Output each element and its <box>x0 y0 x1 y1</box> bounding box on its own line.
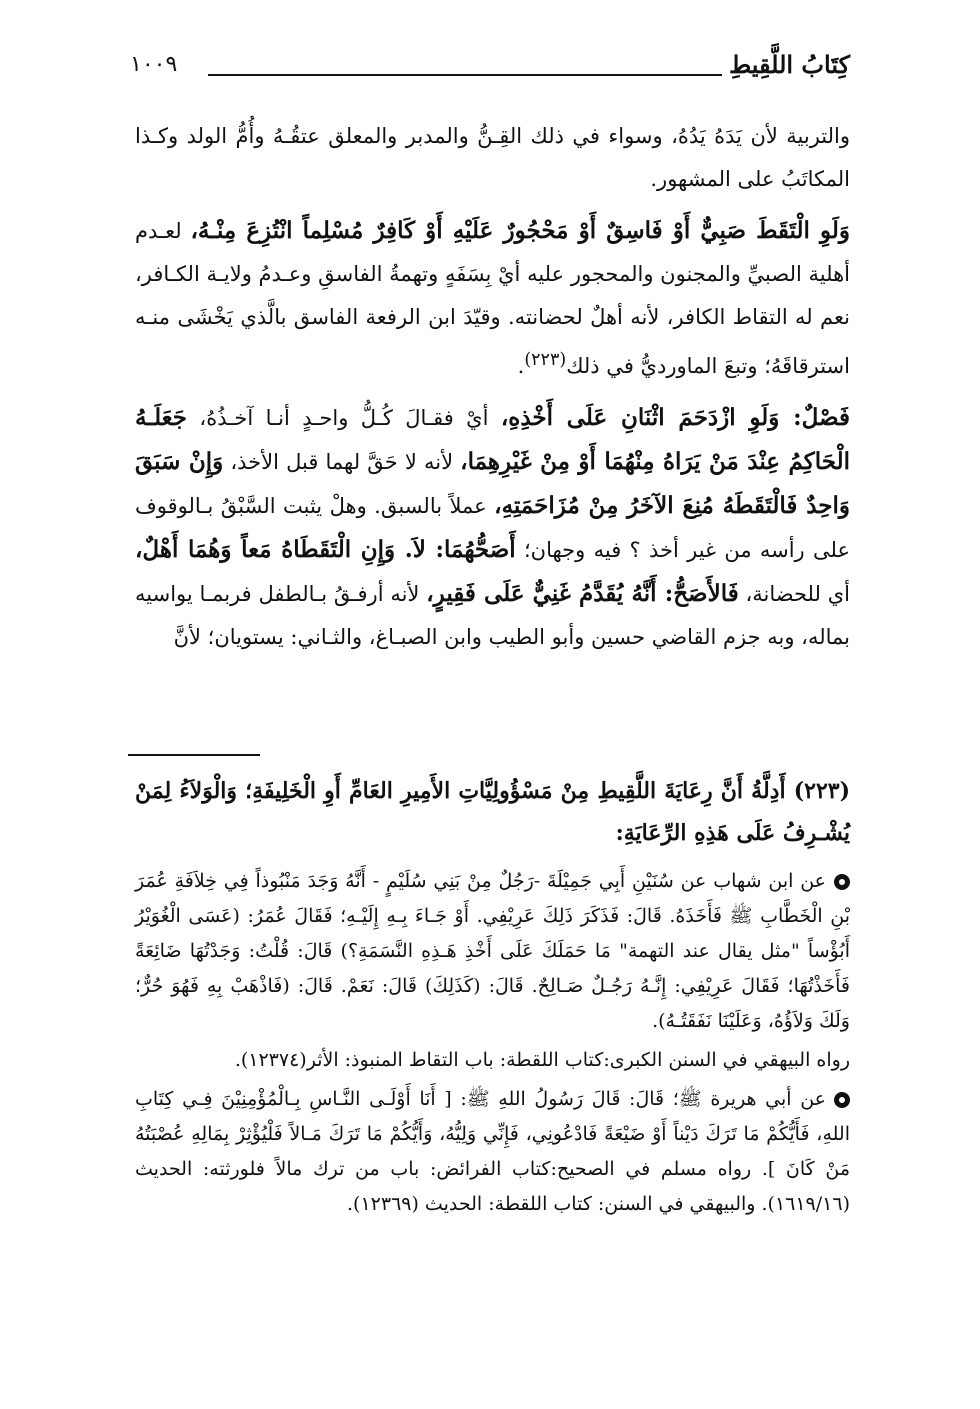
running-header <box>130 50 850 90</box>
matn-text: جَعَلَـهُ الْحَاكِمُ عِنْدَ مَنْ يَرَاهُ مِنْهُمَا أَوْ مِنْ غَيْرِهِمَا، <box>135 404 850 475</box>
paragraph-1: والتربية لأن يَدَهُ يَدُهُ، وسواء في ذلك القِـنُّ والمدبر والمعلق عتقُـهُ وأُمُّ الولد وكـذا المكاتَبُ على المشهور. <box>135 124 850 191</box>
footnote-source: رواه البيهقي في السنن الكبرى:كتاب اللقطة: باب التقاط المنبوذ: الأثر(١٢٣٧٤). <box>234 1049 850 1071</box>
matn-text: فَالأَصَحُّ: أَنَّهُ يُقَدَّمُ غَنِيٌّ عَلَى فَقِيرٍ، <box>426 580 739 607</box>
header-rule <box>208 74 722 76</box>
sharh-text: لأنه أرفـقُ بـالطفل فربمـا يواسيه بماله، وبه جزم القاضي حسين وأبو الطيب وابن الصبـاغ، والثـاني: يستويان؛ لأنَّ <box>135 582 850 649</box>
bullet-icon <box>834 874 850 890</box>
footnote-item-text: عن ابن شهاب عن سُنَيْنِ أَبِي جَمِيْلَةَ -رَجُلٌ مِنْ بَنِي سُلَيْمٍ - أَنَّهُ وَجَدَ مَنْبُوذاً فِي خِلاَفَةِ عُمَرَ بْنِ الْخَطَّابِ ﷺ فَأَخَذَهُ. قَالَ: فَذَكَرَ ذَلِكَ عَرِيْفِي. أَوْ جَـاءَ بِـهِ إِلَيْـهِ؛ فَقَالَ عُمَرُ: (عَسَى الْغُوَيْرُ أَبُؤْساً "مثل يقال عند التهمة" مَا حَمَلَكَ عَلَى أَخْذِ هَـذِهِ النَّسَمَةِ؟) قَالَ: قُلْتُ: وَجَدْتُهَا ضَائِعَةً فَأَخَذْتُهَا؛ فَقَالَ عَرِيْفِي: إِنَّـهُ رَجُـلٌ صَـالِحٌ. قَالَ: (كَذَلِكَ) قَالَ: نَعَمْ. قَالَ: (فَاذْهَبْ بِهِ فَهُوَ حُرٌّ؛ وَلَكَ وَلاَؤُهُ، وَعَلَيْنَا نَفَقَتُـهُ). <box>135 870 850 1032</box>
footnote-separator <box>128 754 260 756</box>
footnote-ref: (٢٢٣) <box>524 350 567 370</box>
sharh-text: أيْ فقـالَ كُـلُّ واحـدٍ أنـا آخـذُهُ، <box>187 406 501 430</box>
footnote-heading: (٢٢٣) أَدِلَّةُ أَنَّ رِعَايَةَ اللَّقِيطِ مِنْ مَسْؤُولِيَّاتِ الأَمِيرِ العَامِّ أَوِ الْخَلِيفَةِ؛ وَالْوَلاَءُ لِمَنْ يُشْـرِفُ عَلَى هَذِهِ الرِّعَايَةِ: <box>135 778 850 846</box>
sharh-text: لأنه لا حَقَّ لهما قبل الأخذ، <box>223 450 461 474</box>
page-number: ١٠٠٩ <box>130 52 178 77</box>
sharh-text: عملاً بالسبق. وهلْ يثبت السَّبْقُ بـالوقوف على رأسه من غير أخذ ؟ فيه وجهان؛ <box>135 494 850 562</box>
chapter-title: كِتَابُ اللَّقِيطِ <box>728 50 850 79</box>
matn-text: وَلَوِ الْتَقَطَ صَبِيٌّ أَوْ فَاسِقٌ أَوْ مَحْجُورٌ عَلَيْهِ أَوْ كَافِرٌ مُسْلِماً انْتُزِعَ مِنْـهُ، <box>190 217 850 244</box>
matn-text: فَصْلٌ: وَلَوِ ازْدَحَمَ اثْنَانِ عَلَى أَخْذِهِ، <box>500 404 850 431</box>
footnotes <box>135 770 850 1226</box>
paragraph-2: وَلَوِ الْتَقَطَ صَبِيٌّ أَوْ فَاسِقٌ أَوْ مَحْجُورٌ عَلَيْهِ أَوْ كَافِرٌ مُسْلِماً انْتُزِعَ مِنْـهُ، لعـدم أهلية الصبيِّ والمجنون والمحجور عليه أيْ بِسَفَهٍ وتهمةُ الفاسقِ وعـدمُ ولايـة الكـافر، نعم له التقاط الكافر، لأنه أهلٌ لحضانته. وقيّدَ ابن الرفعة الفاسق بالَّذي يَخْشَى منـه استرقاقَهُ؛ وتبعَ الماورديُّ في ذلك$^{(٢٢٣)}$. <box>135 217 850 378</box>
sharh-text: لعـدم أهلية الصبيِّ والمجنون والمحجور عليه أيْ بِسَفَهٍ وتهمةُ الفاسقِ وعـدمُ ولايـة الكـافر، نعم له التقاط الكافر، لأنه أهلٌ لحضانته. وقيّدَ ابن الرفعة الفاسق بالَّذي يَخْشَى منـه استرقاقَهُ؛ وتبعَ الماورديُّ في ذلك <box>135 219 850 378</box>
bullet-icon <box>834 1092 850 1108</box>
sharh-text: أي للحضانة، <box>738 582 850 606</box>
matn-text: أَصَحُّهُمَا: لاَ. وَإِنِ الْتَقَطَاهُ مَعاً وَهُمَا أَهْلٌ، <box>135 536 516 563</box>
footnote-item <box>135 864 850 1039</box>
matn-text: وَإِنْ سَبَقَ وَاحِدٌ فَالْتَقَطَهُ مُنِعَ الآخَرُ مِنْ مُزَاحَمَتِهِ، <box>135 448 850 519</box>
main-text <box>135 115 850 665</box>
footnote-item-text: عن أبي هريرة ﷺ؛ قَالَ: قَالَ رَسُولُ اللهِ ﷺ: [ أَنَا أَوْلَـى النَّـاسِ بِـالْمُؤْمِنِيْنَ فِـي كِتَابِ اللهِ، فَأَيُّكُمْ مَا تَرَكَ دَيْناً أَوْ ضَيْعَةً فَادْعُونِي، فَإِنِّي وَلِيُّهُ، وَأَيُّكُمْ مَا تَرَكَ مَـالاً فَلْيُؤْثِرْ بِمَالِهِ عُصْبَتُهُ مَنْ كَانَ ]. رواه مسلم في الصحيح:كتاب الفرائض: باب من ترك مالاً فلورثته: الحديث (١٦١٩/١٦). والبيهقي في السنن: كتاب اللقطة: الحديث (١٢٣٦٩). <box>135 1088 850 1215</box>
paragraph-3 <box>135 396 850 659</box>
footnote-item <box>135 1082 850 1222</box>
